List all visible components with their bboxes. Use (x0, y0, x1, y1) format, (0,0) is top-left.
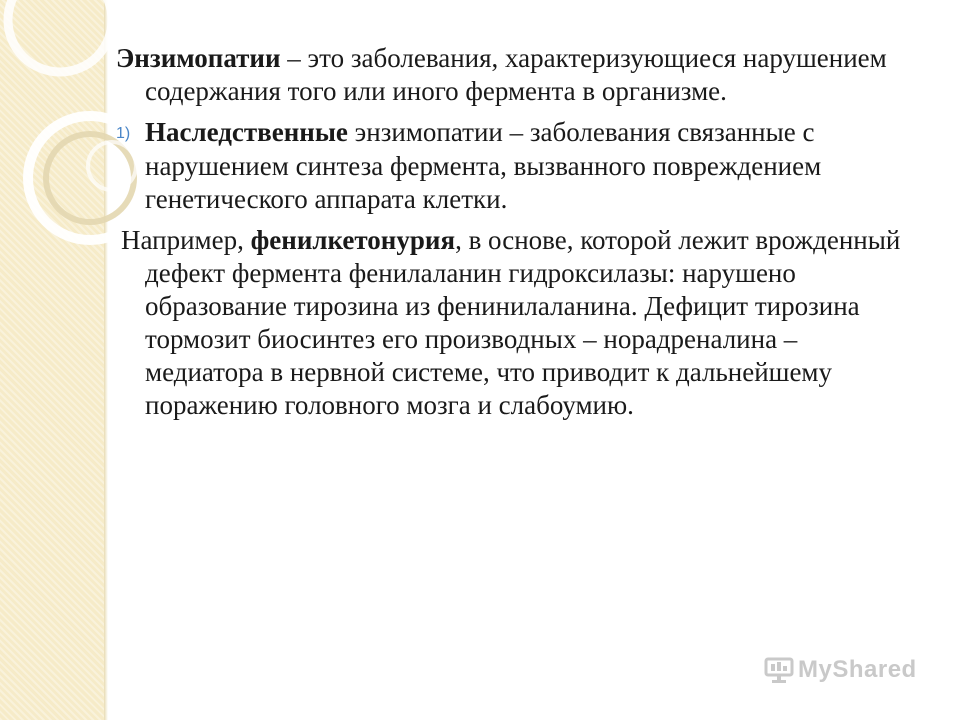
slide-content (116, 42, 906, 430)
list-number: 1) (116, 125, 131, 142)
watermark-text: MyShared (798, 656, 917, 683)
intro-paragraph (116, 42, 906, 108)
presentation-board-icon (764, 656, 794, 684)
example-prefix: Например, (121, 225, 251, 255)
example-term: фенилкетонурия (250, 225, 456, 255)
watermark (764, 656, 917, 684)
intro-term: Энзимопатии (116, 43, 281, 73)
hereditary-text: энзимопатии – заболевания связанные с нарушением синтеза фермента, вызванного повреждением генетического аппарата клетки. (145, 117, 822, 214)
intro-text: – это заболевания, характеризующиеся нарушением содержания того или иного фермента в организме. (145, 43, 887, 106)
list-item-hereditary (116, 116, 906, 216)
hereditary-term: Наследственные (145, 117, 348, 147)
decorative-ring-top (8, 0, 112, 72)
example-text: , в основе, которой лежит врожденный дефект фермента фенилаланин гидроксилазы: нарушено образование тирозина из фенинилаланина. Дефицит тирозина тормозит биосинтез его производных – норадреналина – медиатора в нервной системе, что приводит к дальнейшему поражению головного мозга и слабоумию. (145, 225, 901, 420)
example-paragraph (116, 224, 906, 422)
